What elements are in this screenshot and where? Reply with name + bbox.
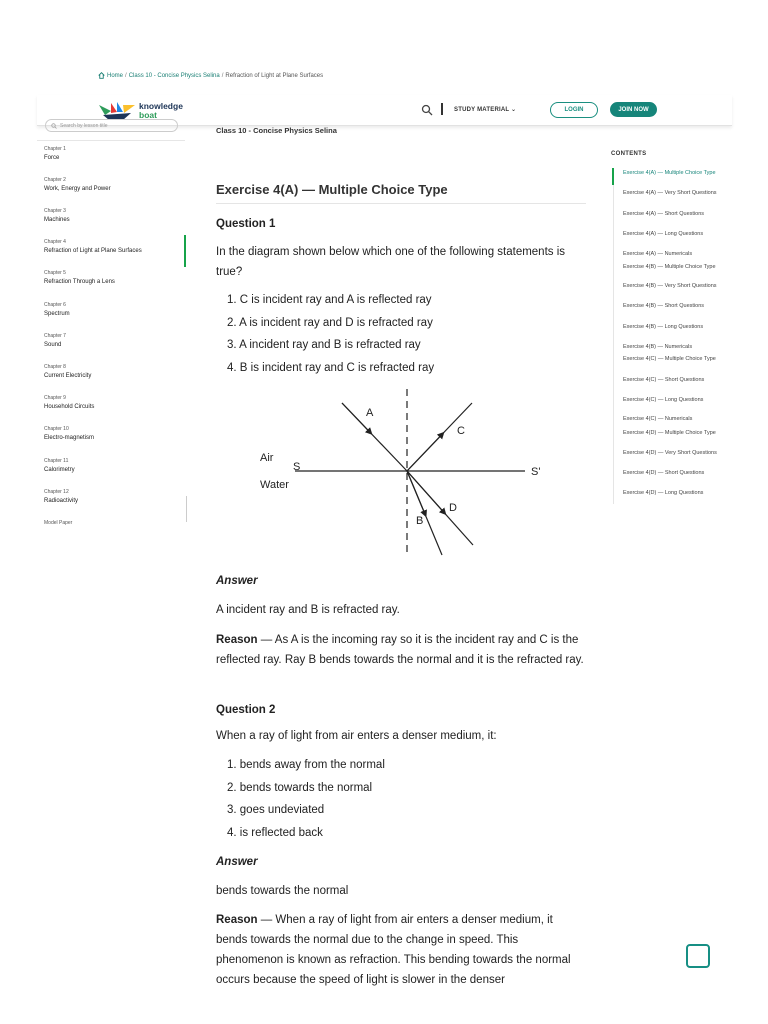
chapter-number: Chapter 12 [44, 489, 69, 495]
chapter-number: Chapter 10 [44, 426, 69, 432]
toc-item[interactable]: Exercise 4(C) — Numericals [623, 416, 693, 422]
breadcrumb-separator: / [221, 72, 224, 79]
sidebar-item-chapter-1[interactable] [44, 146, 184, 162]
label-s: S [293, 461, 301, 473]
sidebar-item-chapter-6[interactable] [44, 302, 184, 318]
toc-item[interactable]: Exercise 4(A) — Short Questions [623, 211, 705, 217]
join-now-button[interactable]: JOIN NOW [610, 102, 657, 117]
ray-b-arrow [407, 471, 425, 514]
sidebar-item-chapter-10[interactable] [44, 426, 184, 442]
logo-wordmark [139, 102, 183, 119]
answer-label: Answer [216, 575, 258, 587]
chat-widget-button[interactable] [686, 944, 710, 968]
sidebar-item-chapter-7[interactable] [44, 333, 184, 349]
toc-item[interactable]: Exercise 4(A) — Long Questions [623, 231, 704, 237]
sidebar-item-chapter-4[interactable] [44, 239, 184, 255]
toc-item[interactable]: Exercise 4(C) — Short Questions [623, 377, 705, 383]
question-1-option: 4. B is incident ray and C is refracted ray [227, 362, 435, 374]
chapter-number: Chapter 2 [44, 177, 66, 183]
question-2-option: 2. bends towards the normal [227, 782, 373, 794]
toc-item[interactable]: Exercise 4(B) — Long Questions [623, 324, 704, 330]
login-button[interactable]: LOGIN [550, 102, 598, 118]
question-2-option: 4. is reflected back [227, 827, 323, 839]
chapter-name: Work, Energy and Power [44, 186, 111, 192]
chapter-name: Refraction Through a Lens [44, 279, 115, 285]
sidebar-item-chapter-5[interactable] [44, 270, 184, 286]
toc-item[interactable]: Exercise 4(A) — Numericals [623, 251, 693, 257]
toc-item[interactable]: Exercise 4(B) — Numericals [623, 344, 693, 350]
question-1-option: 1. C is incident ray and A is reflected ray [227, 294, 432, 306]
toc-item[interactable]: Exercise 4(D) — Multiple Choice Type [623, 430, 716, 436]
sidebar-item-chapter-11[interactable] [44, 458, 184, 474]
search-icon [51, 123, 57, 129]
question-2-answer: bends towards the normal [216, 885, 349, 897]
question-2-reason [216, 910, 586, 992]
chapter-sidebar [37, 118, 187, 526]
toc-item[interactable]: Exercise 4(D) — Very Short Questions [623, 450, 717, 456]
question-1-text: In the diagram shown below which one of the following statements is true? [216, 246, 566, 278]
sidebar-item-chapter-9[interactable] [44, 395, 184, 411]
toc-item[interactable]: Exercise 4(A) — Very Short Questions [623, 190, 717, 196]
chapter-number: Chapter 6 [44, 302, 66, 308]
chapter-number: Chapter 8 [44, 364, 66, 370]
ray-d-arrow [407, 471, 444, 513]
chapter-number: Chapter 4 [44, 239, 66, 245]
sidebar-item-chapter-3[interactable] [44, 208, 184, 224]
chapter-name: Current Electricity [44, 373, 92, 379]
chapter-name: Electro-magnetism [44, 435, 95, 441]
chapter-name: Spectrum [44, 311, 70, 317]
sidebar-scrollbar[interactable] [186, 496, 187, 522]
active-chapter-indicator [184, 235, 186, 267]
search-icon[interactable] [421, 104, 433, 116]
breadcrumb-separator: / [125, 72, 127, 79]
sidebar-divider [37, 140, 185, 141]
answer-label: Answer [216, 856, 258, 868]
chapter-number: Chapter 9 [44, 395, 66, 401]
toc-item[interactable]: Exercise 4(B) — Short Questions [623, 303, 705, 309]
refraction-diagram [250, 385, 550, 557]
breadcrumb [98, 72, 323, 79]
question-1-answer: A incident ray and B is refracted ray. [216, 604, 400, 616]
toc-track [613, 168, 614, 504]
chapter-name: Radioactivity [44, 498, 79, 504]
lesson-search-input[interactable] [45, 119, 178, 132]
label-air: Air [260, 452, 274, 464]
exercise-title: Exercise 4(A) — Multiple Choice Type [216, 182, 448, 197]
question-2-title: Question 2 [216, 704, 276, 716]
question-2-option: 3. goes undeviated [227, 804, 325, 816]
sidebar-item-chapter-2[interactable] [44, 177, 184, 193]
chapter-name: Calorimetry [44, 467, 75, 473]
chapter-name: Refraction of Light at Plane Surfaces [44, 248, 142, 254]
chapter-number: Model Paper [44, 520, 73, 526]
breadcrumb-class-link[interactable]: Class 10 - Concise Physics Selina [128, 72, 220, 79]
reason-text: — When a ray of light from air enters a denser medium, it bends towards the normal due to the change in speed. This phenomenon is known as refraction. This bending towards the normal occurs because the speed of light is slower in the denser [216, 914, 571, 986]
toc-item[interactable]: Exercise 4(A) — Multiple Choice Type [623, 170, 716, 176]
study-material-menu[interactable]: STUDY MATERIAL ⌄ [454, 107, 517, 113]
lesson-search-placeholder: Search by lesson title [60, 122, 108, 129]
header-divider [441, 103, 443, 115]
label-b: B [416, 515, 424, 527]
chapter-name: Household Circuits [44, 404, 95, 410]
logo-text-knowledge: knowledge [139, 101, 183, 111]
breadcrumb-home-link[interactable]: Home [107, 72, 124, 79]
toc-heading: CONTENTS [611, 151, 647, 157]
toc-item[interactable]: Exercise 4(B) — Multiple Choice Type [623, 264, 716, 270]
chapter-number: Chapter 7 [44, 333, 66, 339]
title-divider [216, 203, 586, 204]
reason-label: Reason [216, 634, 258, 646]
sidebar-item-model-paper[interactable] [44, 520, 184, 526]
sidebar-item-chapter-8[interactable] [44, 364, 184, 380]
label-s-prime: S' [531, 466, 541, 478]
chapter-number: Chapter 11 [44, 458, 69, 464]
label-d: D [449, 502, 457, 514]
question-2-option: 1. bends away from the normal [227, 759, 385, 771]
question-1-option: 2. A is incident ray and D is refracted ray [227, 317, 433, 329]
chapter-number: Chapter 1 [44, 146, 66, 152]
toc-item[interactable]: Exercise 4(C) — Multiple Choice Type [623, 356, 716, 362]
chapter-name: Sound [44, 342, 62, 348]
logo-text-boat: boat [139, 109, 157, 120]
toc-item[interactable]: Exercise 4(C) — Long Questions [623, 397, 704, 403]
reason-label: Reason [216, 914, 258, 926]
breadcrumb-current: Refraction of Light at Plane Surfaces [225, 72, 324, 79]
chapter-name: Machines [44, 217, 70, 223]
reason-text: — As A is the incoming ray so it is the incident ray and C is the reflected ray. Ray B bends towards the normal and it is the refracted ray. [216, 634, 584, 666]
toc-item[interactable]: Exercise 4(D) — Short Questions [623, 470, 705, 476]
label-c: C [457, 425, 465, 437]
question-1-option: 3. A incident ray and B is refracted ray [227, 339, 421, 351]
question-1-title: Question 1 [216, 218, 276, 230]
chapter-name: Force [44, 155, 60, 161]
toc-active-indicator [612, 168, 614, 185]
home-icon[interactable] [98, 72, 105, 79]
toc-item[interactable]: Exercise 4(D) — Long Questions [623, 490, 704, 496]
chapter-number: Chapter 5 [44, 270, 66, 276]
label-water: Water [260, 479, 289, 491]
toc-item[interactable]: Exercise 4(B) — Very Short Questions [623, 283, 717, 289]
question-2-text: When a ray of light from air enters a denser medium, it: [216, 730, 497, 742]
class-title: Class 10 - Concise Physics Selina [216, 126, 337, 135]
label-a: A [366, 407, 374, 419]
ray-c-arrow [407, 434, 442, 471]
chapter-number: Chapter 3 [44, 208, 66, 214]
question-1-reason [216, 630, 586, 670]
sidebar-item-chapter-12[interactable] [44, 489, 184, 505]
